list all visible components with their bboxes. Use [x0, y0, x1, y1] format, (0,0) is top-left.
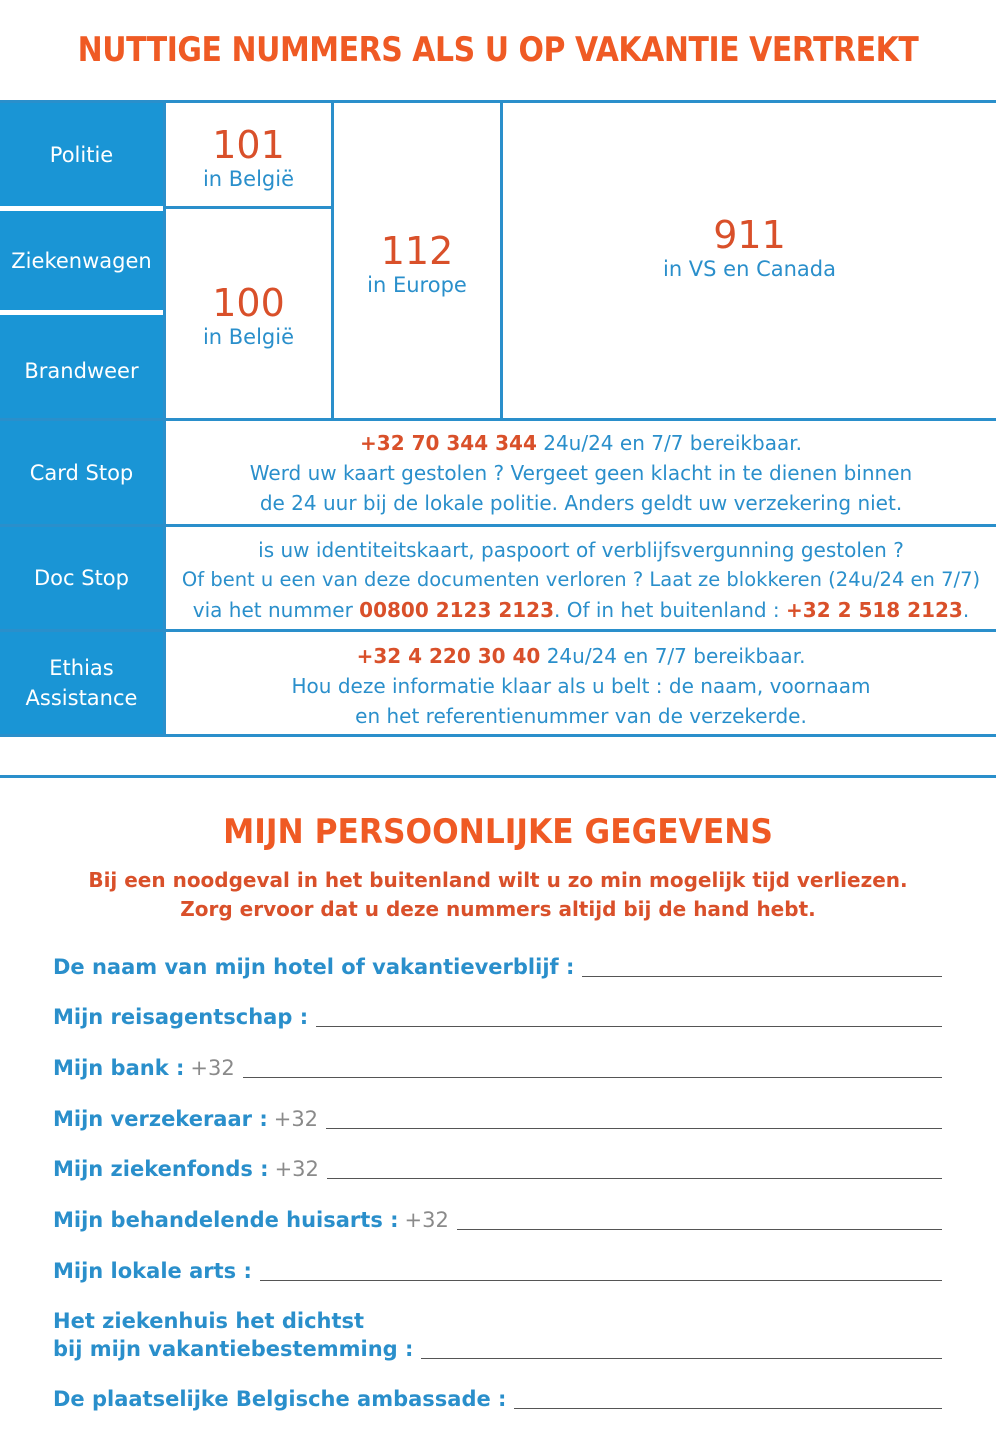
cardstop-line3: de 24 uur bij de lokale politie. Anders geldt uw verzekering niet. [259, 491, 903, 515]
field-local-doctor [53, 1259, 942, 1283]
number-911-cell [503, 214, 996, 282]
field-hotel-label: De naam van mijn hotel of vakantieverblijf : [53, 955, 575, 979]
field-agency [53, 1005, 942, 1029]
docstop-line2: Of bent u een van deze documenten verloren ? Laat ze blokkeren (24u/24 en 7/7) [181, 568, 981, 591]
field-insurer-prefix: +32 [273, 1107, 319, 1131]
section-subtitle-1: Bij een noodgeval in het buitenland wilt u zo min mogelijk tijd verliezen. [88, 868, 908, 892]
emergency-numbers-table [0, 100, 996, 737]
ethias-phone: +32 4 220 30 40 [356, 644, 541, 668]
field-hospital-label-1: Het ziekenhuis het dichtst [53, 1309, 365, 1333]
page-title: NUTTIGE NUMMERS ALS U OP VAKANTIE VERTREKT [77, 30, 919, 70]
label-politie: Politie [0, 103, 163, 206]
ethias-line2: Hou deze informatie klaar als u belt : de naam, voornaam [291, 674, 871, 698]
docstop-line3-a: via het nummer [192, 598, 360, 622]
field-gp [53, 1208, 942, 1232]
field-local-doctor-line[interactable] [260, 1278, 942, 1281]
number-112-region: in Europe [367, 273, 467, 297]
field-mutual-label: Mijn ziekenfonds : [53, 1157, 269, 1181]
field-hospital-label-2: bij mijn vakantiebestemming : [53, 1337, 414, 1361]
section-divider [0, 775, 996, 778]
cardstop-line2: Werd uw kaart gestolen ? Vergeet geen klacht in te dienen binnen [249, 461, 913, 485]
field-hotel-line[interactable] [582, 974, 942, 977]
field-agency-label: Mijn reisagentschap : [53, 1005, 309, 1029]
label-docstop: Doc Stop [0, 527, 163, 629]
table-divider [163, 206, 333, 209]
docstop-line1: is uw identiteitskaart, paspoort of verblijfsvergunning gestolen ? [258, 538, 904, 562]
ethias-line1 [166, 641, 996, 671]
field-gp-prefix: +32 [404, 1208, 449, 1232]
field-bank-label: Mijn bank : [53, 1056, 185, 1080]
table-bottom-border [0, 734, 996, 737]
field-agency-line[interactable] [316, 1024, 942, 1027]
docstop-phone: 00800 2123 2123 [359, 598, 555, 622]
field-bank [53, 1056, 942, 1080]
docstop-line3-c: . [962, 598, 970, 622]
number-112: 112 [380, 229, 454, 273]
number-911-region: in VS en Canada [662, 257, 836, 281]
section-title: MIJN PERSOONLIJKE GEGEVENS [223, 812, 773, 852]
field-bank-line[interactable] [243, 1075, 942, 1078]
field-embassy-label: De plaatselijke Belgische ambassade : [53, 1387, 507, 1411]
field-hotel [53, 955, 942, 979]
field-mutual-line[interactable] [327, 1176, 942, 1179]
number-112-cell [334, 230, 500, 298]
ethias-availability: 24u/24 en 7/7 bereikbaar. [540, 644, 806, 668]
number-911: 911 [713, 213, 786, 257]
label-ethias-line2: Assistance [25, 686, 138, 710]
field-gp-label: Mijn behandelende huisarts : [53, 1208, 399, 1232]
field-insurer-label: Mijn verzekeraar : [53, 1107, 268, 1131]
number-101-region: in België [202, 167, 295, 191]
label-ethias-line1: Ethias [49, 656, 114, 680]
field-embassy-line[interactable] [514, 1406, 942, 1409]
cardstop-line1 [166, 428, 996, 458]
number-100: 100 [212, 281, 285, 325]
field-gp-line[interactable] [457, 1227, 942, 1230]
label-ziekenwagen: Ziekenwagen [0, 211, 163, 310]
field-embassy [53, 1387, 942, 1411]
label-ethias [0, 632, 163, 734]
docstop-phone-abroad: +32 2 518 2123 [786, 598, 963, 622]
docstop-line3-b: . Of in het buitenland : [554, 598, 787, 622]
field-mutual [53, 1157, 942, 1181]
field-insurer-line[interactable] [326, 1126, 942, 1129]
cardstop-availability: 24u/24 en 7/7 bereikbaar. [536, 431, 802, 455]
field-local-doctor-label: Mijn lokale arts : [53, 1259, 252, 1283]
label-cardstop: Card Stop [0, 421, 163, 524]
field-bank-prefix: +32 [190, 1056, 235, 1080]
docstop-line3 [166, 595, 996, 625]
number-101: 101 [212, 123, 285, 167]
field-mutual-prefix: +32 [274, 1157, 319, 1181]
field-hospital [53, 1337, 942, 1361]
ethias-line3: en het referentienummer van de verzekerde. [355, 704, 807, 728]
label-brandweer-text: Brandweer [24, 359, 139, 383]
section-subtitle-2: Zorg ervoor dat u deze nummers altijd bij de hand hebt. [180, 897, 816, 921]
field-insurer [53, 1107, 942, 1131]
number-101-cell [166, 124, 331, 192]
number-100-region: in België [202, 325, 295, 349]
number-100-cell [166, 282, 331, 350]
label-brandweer [0, 315, 163, 418]
field-hospital-line[interactable] [421, 1356, 942, 1359]
cardstop-phone: +32 70 344 344 [360, 431, 537, 455]
